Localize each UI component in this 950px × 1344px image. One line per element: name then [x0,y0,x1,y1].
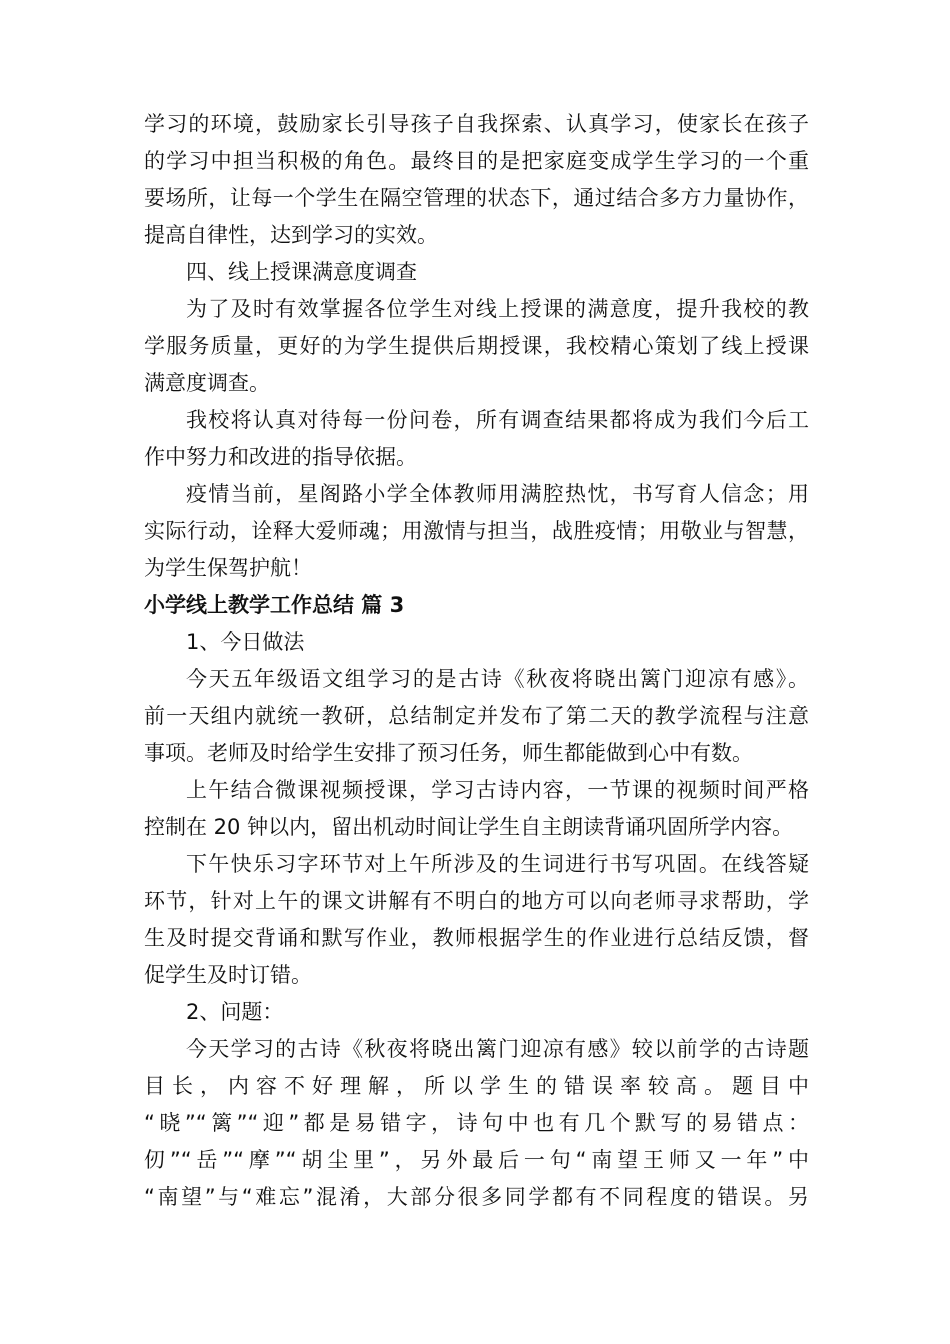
paragraph-line: 生及时提交背诵和默写作业，教师根据学生的作业进行总结反馈，督 [144,926,809,950]
section-heading: 四、线上授课满意度调查 [186,260,417,284]
paragraph-line: 疫情当前，星阁路小学全体教师用满腔热忱，书写育人信念；用 [186,482,809,506]
paragraph-line: 仞”“岳”“摩”“胡尘里”，另外最后一句“南望王师又一年”中 [144,1148,809,1172]
paragraph-line: “晓”“篱”“迎”都是易错字，诗句中也有几个默写的易错点： [144,1111,809,1135]
paragraph-line: 为了及时有效掌握各位学生对线上授课的满意度，提升我校的教 [186,297,809,321]
paragraph-line: 提高自律性，达到学习的实效。 [144,223,438,247]
paragraph-line: 我校将认真对待每一份问卷，所有调查结果都将成为我们今后工 [186,408,809,432]
paragraph-line: 要场所，让每一个学生在隔空管理的状态下，通过结合多方力量协作， [144,186,809,210]
paragraph-line: 实际行动，诠释大爱师魂；用激情与担当，战胜疫情；用敬业与智慧， [144,519,809,543]
paragraph-line: 学习的环境，鼓励家长引导孩子自我探索、认真学习，使家长在孩子 [144,112,809,136]
paragraph-line: 学服务质量，更好的为学生提供后期授课，我校精心策划了线上授课 [144,334,809,358]
paragraph-line: 下午快乐习字环节对上午所涉及的生词进行书写巩固。在线答疑 [186,852,809,876]
paragraph-line: 目长，内容不好理解，所以学生的错误率较高。题目中 [144,1074,809,1098]
paragraph-line: 为学生保驾护航！ [144,556,312,580]
section-heading: 2、问题： [186,1000,284,1024]
paragraph-line: 作中努力和改进的指导依据。 [144,445,417,469]
paragraph-line: 事项。老师及时给学生安排了预习任务，师生都能做到心中有数。 [144,741,753,765]
paragraph-line: 上午结合微课视频授课，学习古诗内容，一节课的视频时间严格 [186,778,809,802]
section-heading: 1、今日做法 [186,630,305,654]
paragraph-line: 今天五年级语文组学习的是古诗《秋夜将晓出篱门迎凉有感》。 [186,667,809,691]
paragraph-line: “南望”与“难忘”混淆，大部分很多同学都有不同程度的错误。另 [144,1185,809,1209]
paragraph-line: 满意度调查。 [144,371,270,395]
paragraph-line: 控制在 20 钟以内，留出机动时间让学生自主朗读背诵巩固所学内容。 [144,815,794,839]
paragraph-line: 前一天组内就统一教研，总结制定并发布了第二天的教学流程与注意 [144,704,809,728]
article-title: 小学线上教学工作总结 篇 3 [144,593,405,617]
paragraph-line: 促学生及时订错。 [144,963,312,987]
paragraph-line: 的学习中担当积极的角色。最终目的是把家庭变成学生学习的一个重 [144,149,809,173]
paragraph-line: 今天学习的古诗《秋夜将晓出篱门迎凉有感》较以前学的古诗题 [186,1037,809,1061]
paragraph-line: 环节，针对上午的课文讲解有不明白的地方可以向老师寻求帮助，学 [144,889,809,913]
document-page [144,106,809,1216]
